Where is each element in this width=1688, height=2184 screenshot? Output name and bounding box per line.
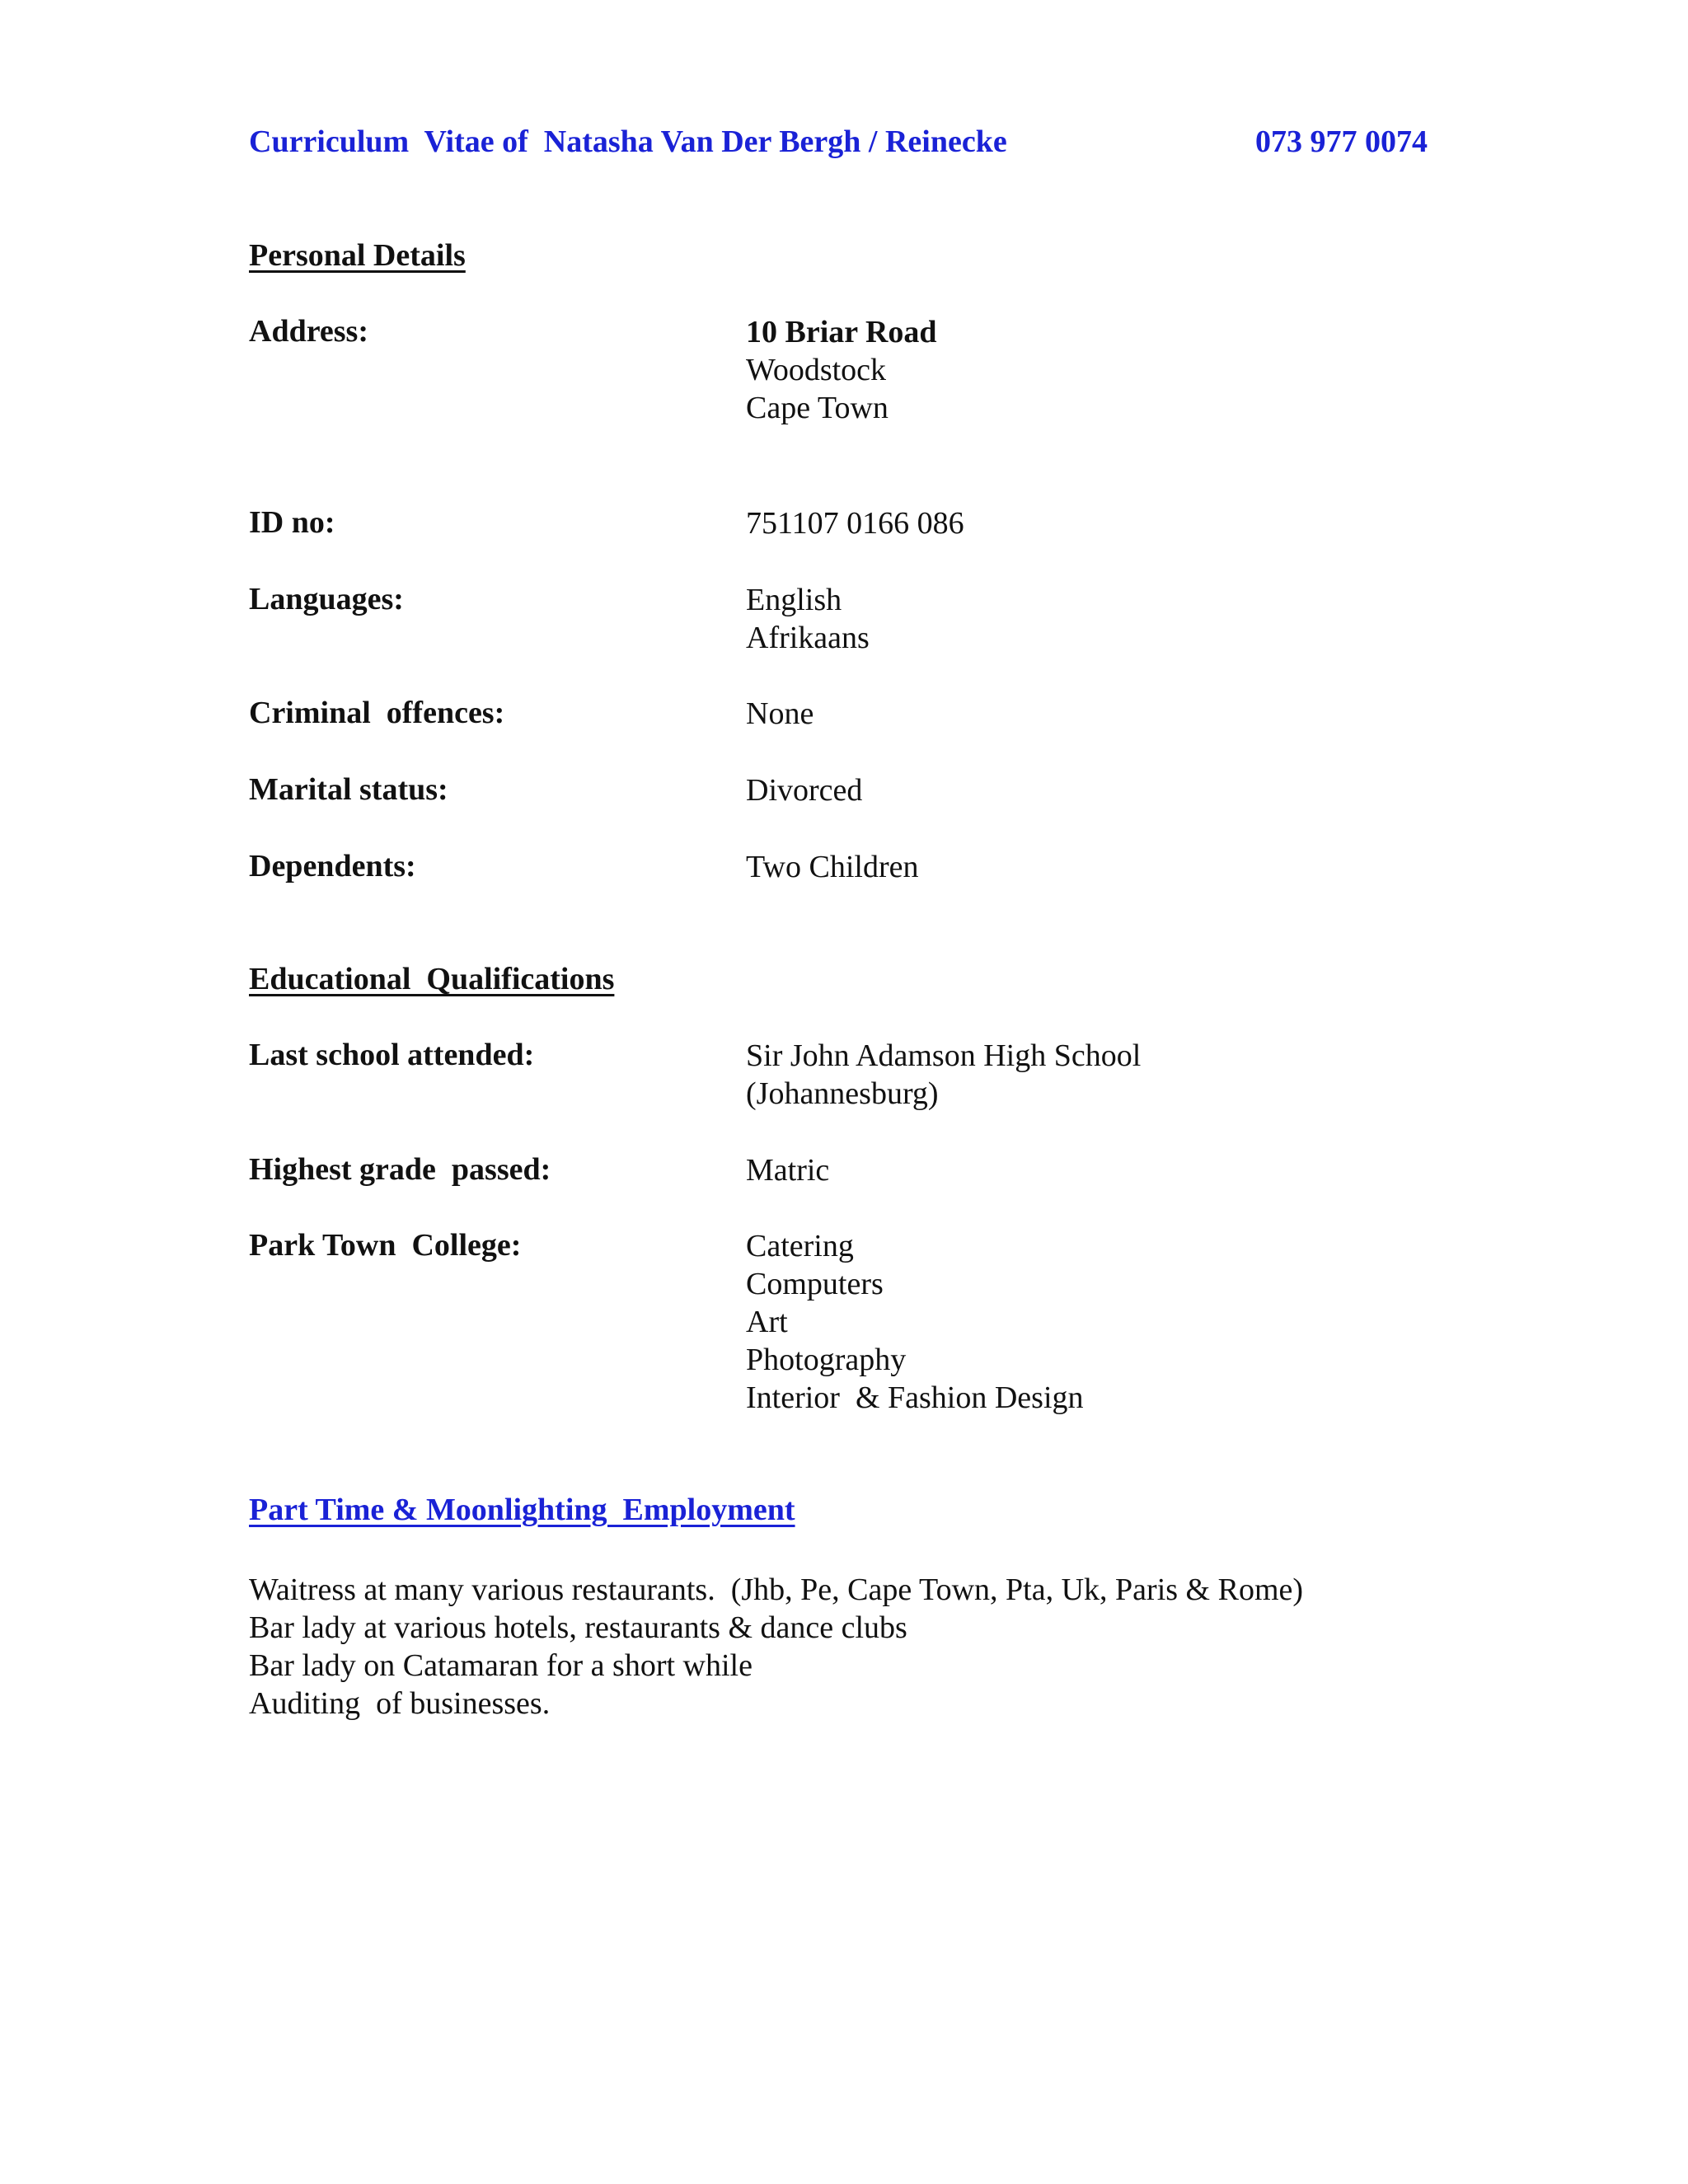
course-item: Interior & Fashion Design (746, 1380, 1084, 1415)
grade-text: Matric (746, 1153, 830, 1188)
marital-text: Divorced (746, 773, 863, 808)
personal-details-heading: Personal Details (249, 238, 466, 273)
employment-item: Waitress at many various restaurants. (Jhb, Pe, Cape Town, Pta, Uk, Paris & Rome) (249, 1572, 1304, 1607)
phone-number: 073 977 0074 (1255, 124, 1428, 159)
languages-label: Languages: (249, 582, 404, 616)
college-label: Park Town College: (249, 1228, 522, 1263)
criminal-value (746, 695, 814, 733)
languages-value (746, 581, 870, 657)
school-line: Sir John Adamson High School (746, 1038, 1142, 1073)
employment-list (249, 1571, 1303, 1722)
employment-heading: Part Time & Moonlighting Employment (249, 1493, 795, 1527)
address-label: Address: (249, 314, 368, 349)
id-value (746, 504, 964, 542)
cv-title: Curriculum Vitae of Natasha Van Der Bergh / Reinecke (249, 124, 1007, 159)
school-value (746, 1037, 1141, 1113)
course-item: Photography (746, 1343, 907, 1377)
college-courses (746, 1227, 1084, 1417)
school-label: Last school attended: (249, 1038, 535, 1072)
language-item: English (746, 583, 842, 617)
criminal-label: Criminal offences: (249, 696, 505, 730)
education-heading: Educational Qualifications (249, 962, 615, 996)
criminal-text: None (746, 696, 814, 731)
course-item: Art (746, 1305, 788, 1339)
id-number: 751107 0166 086 (746, 506, 964, 541)
course-item: Catering (746, 1229, 854, 1263)
course-item: Computers (746, 1267, 884, 1301)
address-line: Cape Town (746, 391, 889, 425)
address-value (746, 313, 937, 427)
id-label: ID no: (249, 505, 335, 540)
address-line: 10 Briar Road (746, 315, 937, 349)
dependents-value (746, 848, 918, 886)
marital-value (746, 771, 862, 809)
grade-label: Highest grade passed: (249, 1152, 551, 1187)
address-line: Woodstock (746, 353, 887, 387)
dependents-label: Dependents: (249, 849, 416, 883)
employment-item: Bar lady at various hotels, restaurants & dance clubs (249, 1610, 907, 1645)
language-item: Afrikaans (746, 621, 870, 655)
employment-item: Auditing of businesses. (249, 1686, 551, 1721)
grade-value (746, 1151, 829, 1189)
school-line: (Johannesburg) (746, 1076, 939, 1111)
marital-label: Marital status: (249, 772, 448, 807)
dependents-text: Two Children (746, 850, 919, 884)
employment-item: Bar lady on Catamaran for a short while (249, 1648, 753, 1683)
